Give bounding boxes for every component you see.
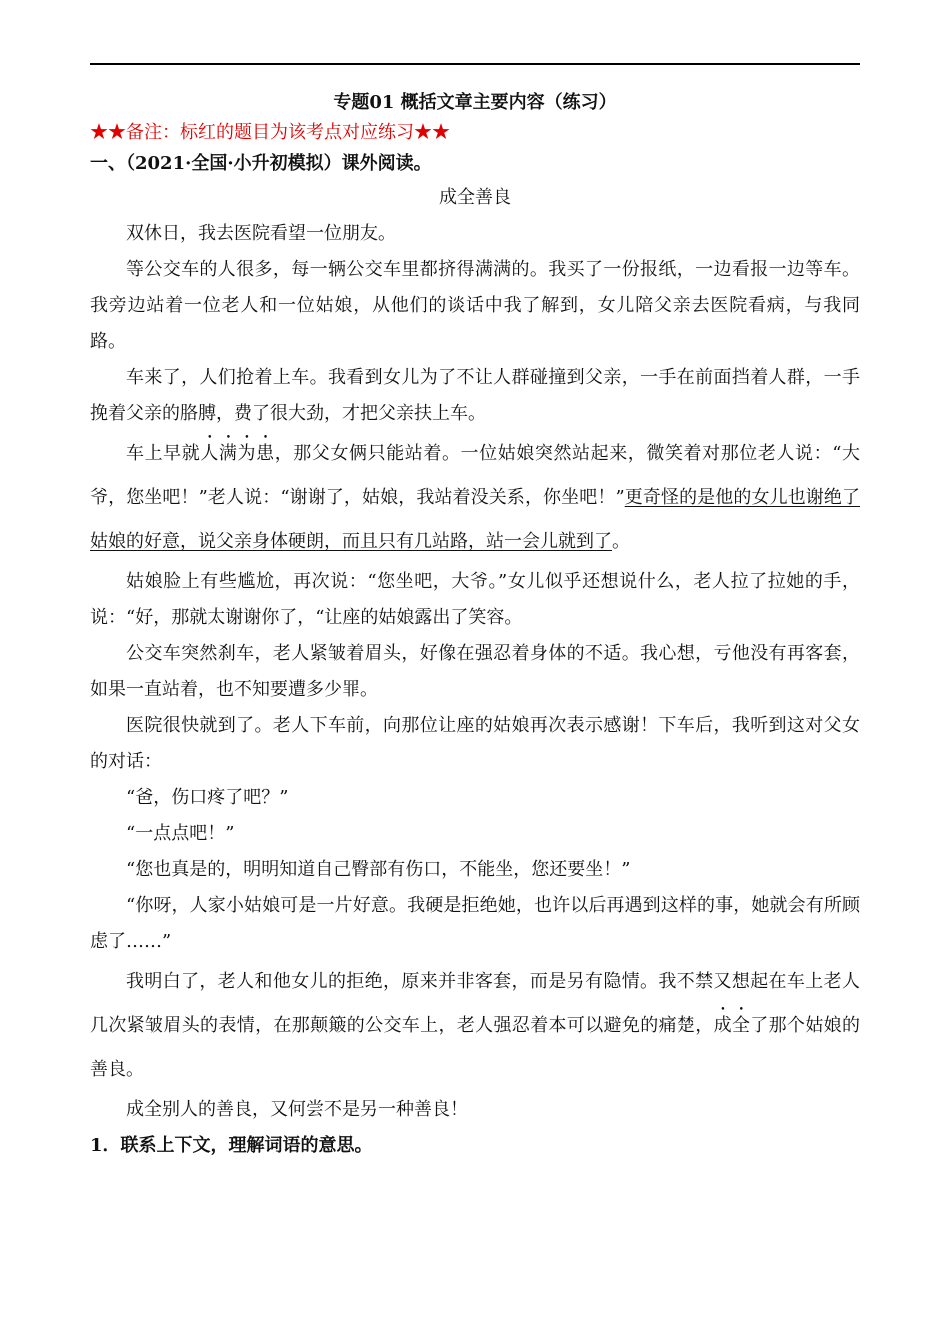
article-title: 成全善良: [439, 187, 511, 208]
paragraph-13: 成全别人的善良，又何尝不是另一种善良！: [126, 1099, 468, 1120]
paragraph-8: “爸，伤口疼了吧？”: [126, 787, 289, 808]
paragraph-2: 等公交车的人很多，每一辆公交车里都挤得满满的。我买了一份报纸，一边看报一边等车。我旁边站着一位老人和一位姑娘，从他们的谈话中我了解到，女儿陪父亲去医院看病，与我同路。: [90, 259, 860, 352]
paragraph-12-text-b: 了那个姑娘的善良。: [90, 1015, 861, 1080]
paragraph-4-text-b: ，那父女俩只能站着。一位姑娘突然站起来，微笑着对那位老人说：“大爷，您坐吧！”老人说：“谢谢了，姑娘，我站着没关系，你坐吧！”: [90, 443, 861, 508]
dotted-phrase-renmanweihuan: 人满为患: [200, 443, 275, 464]
document-page: [90, 88, 860, 1164]
paragraph-10: “您也真是的，明明知道自己臀部有伤口，不能坐，您还要坐！”: [126, 859, 631, 880]
paragraph-4-text-a: 车上早就: [126, 443, 201, 464]
section-heading: 一、（2021·全国·小升初模拟）课外阅读。: [90, 153, 432, 174]
top-rule: [90, 63, 860, 65]
paragraph-4: [90, 432, 860, 564]
underlined-sentence: 更奇怪的是他的女儿也谢绝了姑娘的好意，说父亲身体硬朗，而且只有几站路，站一会儿就到了: [90, 487, 860, 552]
paragraph-3: 车来了，人们抢着上车。我看到女儿为了不让人群碰撞到父亲，一手在前面挡着人群，一手挽着父亲的胳膊，费了很大劲，才把父亲扶上车。: [90, 367, 860, 424]
red-note: ★★备注：标红的题目为该考点对应练习★★: [90, 122, 450, 143]
paragraph-5: 姑娘脸上有些尴尬，再次说：“您坐吧，大爷。”女儿似乎还想说什么，老人拉了拉她的手，说：“好，那就太谢谢你了，“让座的姑娘露出了笑容。: [90, 571, 860, 628]
paragraph-4-text-c: 。: [612, 531, 630, 552]
paragraph-11: “你呀，人家小姑娘可是一片好意。我硬是拒绝她，也许以后再遇到这样的事，她就会有所顾虑了……”: [90, 895, 860, 952]
paragraph-9: “一点点吧！”: [126, 823, 235, 844]
paragraph-12: [90, 960, 860, 1092]
paragraph-7: 医院很快就到了。老人下车前，向那位让座的姑娘再次表示感谢！下车后，我听到这对父女的对话：: [90, 715, 860, 772]
question-1: 1．联系上下文，理解词语的意思。: [90, 1135, 373, 1156]
paragraph-12-text-a: 我明白了，老人和他女儿的拒绝，原来并非客套，而是另有隐情。我不禁又想起在车上老人几次紧皱眉头的表情，在那颠簸的公交车上，老人强忍着本可以避免的痛楚，: [90, 971, 860, 1036]
page-title: 专题01 概括文章主要内容（练习）: [333, 92, 617, 113]
dotted-word-chengquan: 成全: [713, 1015, 751, 1036]
paragraph-1: 双休日，我去医院看望一位朋友。: [126, 223, 396, 244]
paragraph-6: 公交车突然刹车，老人紧皱着眉头，好像在强忍着身体的不适。我心想，亏他没有再客套，如果一直站着，也不知要遭多少罪。: [90, 643, 860, 700]
